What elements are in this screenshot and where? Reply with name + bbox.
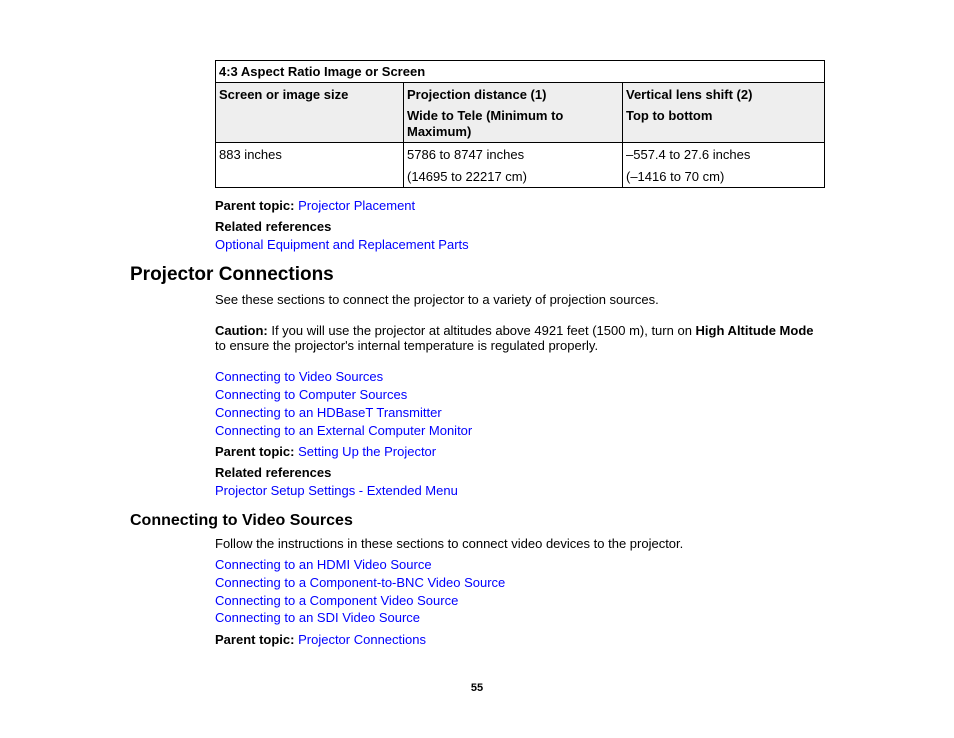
link-video-sources[interactable]: Connecting to Video Sources	[215, 369, 384, 384]
header-projection-distance	[404, 83, 623, 143]
related-references-heading-1: Related references	[215, 465, 332, 480]
link-projector-placement[interactable]: Projector Placement	[298, 198, 416, 213]
cell-distance-cm: (14695 to 22217 cm)	[407, 169, 527, 184]
link-projector-connections[interactable]: Projector Connections	[298, 632, 426, 647]
header-projection-distance-label: Projection distance (1)	[407, 87, 547, 102]
link-hdmi-video-source[interactable]: Connecting to an HDMI Video Source	[215, 557, 432, 572]
heading-connecting-video-sources: Connecting to Video Sources	[130, 512, 353, 529]
caution-label: Caution:	[215, 323, 268, 338]
caution-line-2: to ensure the projector's internal temperature is regulated properly.	[215, 338, 599, 353]
parent-topic-label: Parent topic:	[215, 198, 295, 213]
parent-topic-label: Parent topic:	[215, 632, 295, 647]
caution-line-1	[215, 323, 814, 339]
header-screen-size-label: Screen or image size	[219, 87, 349, 102]
header-lens-shift-label: Vertical lens shift (2)	[626, 87, 753, 102]
cell-shift-inches: –557.4 to 27.6 inches	[626, 147, 751, 162]
header-projection-distance-sub: Wide to Tele (Minimum to Maximum)	[407, 108, 564, 139]
link-optional-equipment[interactable]	[215, 237, 469, 253]
link-component-video-source[interactable]: Connecting to a Component Video Source	[215, 593, 459, 608]
parent-topic-label: Parent topic:	[215, 444, 295, 459]
header-lens-shift	[623, 83, 825, 143]
cell-shift-cm: (–1416 to 70 cm)	[626, 169, 725, 184]
heading-projector-connections: Projector Connections	[130, 264, 334, 285]
caution-bold-setting: High Altitude Mode	[695, 323, 814, 338]
link-computer-sources[interactable]: Connecting to Computer Sources	[215, 387, 408, 402]
cell-projection-distance	[404, 143, 623, 188]
link-projector-setup-settings[interactable]: Projector Setup Settings - Extended Menu	[215, 483, 458, 498]
related-references-heading-0: Related references	[215, 219, 332, 234]
parent-topic-0	[215, 198, 415, 214]
intro-projector-connections: See these sections to connect the projector to a variety of projection sources.	[215, 292, 659, 307]
link-component-to-bnc[interactable]: Connecting to a Component-to-BNC Video Source	[215, 575, 506, 590]
link-setting-up-projector[interactable]: Setting Up the Projector	[298, 444, 437, 459]
link-external-monitor[interactable]: Connecting to an External Computer Monitor	[215, 423, 473, 438]
caution-text-1: If you will use the projector at altitudes above 4921 feet (1500 m), turn on	[271, 323, 692, 338]
cell-distance-inches: 5786 to 8747 inches	[407, 147, 525, 162]
link-hdbaset-transmitter[interactable]: Connecting to an HDBaseT Transmitter	[215, 405, 442, 420]
page-number: 55	[470, 682, 484, 694]
cell-screen-size-value: 883 inches	[219, 147, 282, 162]
cell-screen-size	[216, 143, 404, 188]
intro-video-sources: Follow the instructions in these sections to connect video devices to the projector.	[215, 536, 684, 551]
header-lens-shift-sub: Top to bottom	[626, 108, 713, 123]
parent-topic-1	[215, 444, 436, 460]
link-sdi-video-source[interactable]: Connecting to an SDI Video Source	[215, 610, 421, 625]
header-screen-size	[216, 83, 404, 143]
cell-lens-shift	[623, 143, 825, 188]
table-row	[216, 143, 825, 188]
aspect-ratio-table	[215, 60, 825, 188]
table-title: 4:3 Aspect Ratio Image or Screen	[216, 61, 825, 83]
link-optional-equipment-text[interactable]: Optional Equipment and Replacement Parts	[215, 237, 469, 252]
parent-topic-2	[215, 632, 426, 648]
